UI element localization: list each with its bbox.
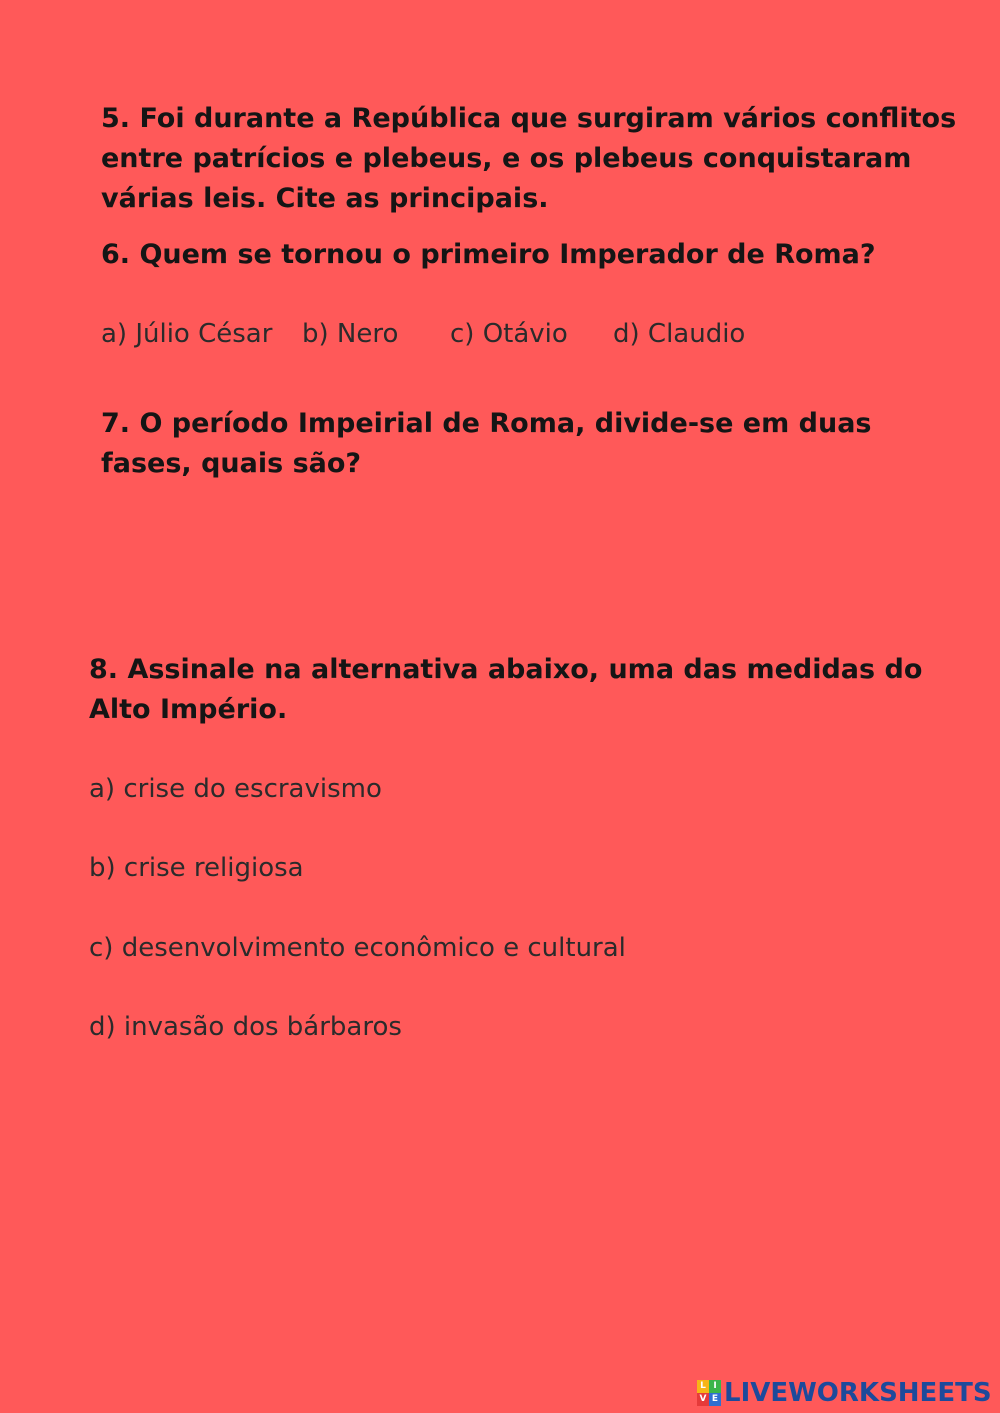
question-6-option-a: a) Júlio César [101,319,273,349]
logo-text: LIVEWORKSHEETS [724,1378,992,1408]
logo-icon-letter: I [709,1380,721,1393]
question-8-option-b: b) crise religiosa [89,853,304,883]
liveworksheets-logo-icon [697,1380,721,1406]
question-6-option-d: d) Claudio [613,319,746,349]
liveworksheets-logo [697,1378,992,1408]
question-6-option-b: b) Nero [302,319,399,349]
logo-icon-letter: L [697,1380,709,1393]
logo-icon-letter: E [709,1393,721,1406]
question-5: 5. Foi durante a República que surgiram vários conflitos entre patrícios e plebeus, e os plebeus conquistaram várias leis. Cite as principais. [101,103,957,214]
question-6-option-c: c) Otávio [450,319,568,349]
logo-icon-letter: V [697,1393,709,1406]
question-7: 7. O período Impeirial de Roma, divide-se em duas fases, quais são? [101,408,872,479]
question-8-option-d: d) invasão dos bárbaros [89,1012,402,1042]
question-6: 6. Quem se tornou o primeiro Imperador de Roma? [101,239,876,270]
question-8-option-a: a) crise do escravismo [89,774,382,804]
question-8: 8. Assinale na alternativa abaixo, uma das medidas do Alto Império. [89,654,923,725]
question-8-option-c: c) desenvolvimento econômico e cultural [89,933,626,963]
